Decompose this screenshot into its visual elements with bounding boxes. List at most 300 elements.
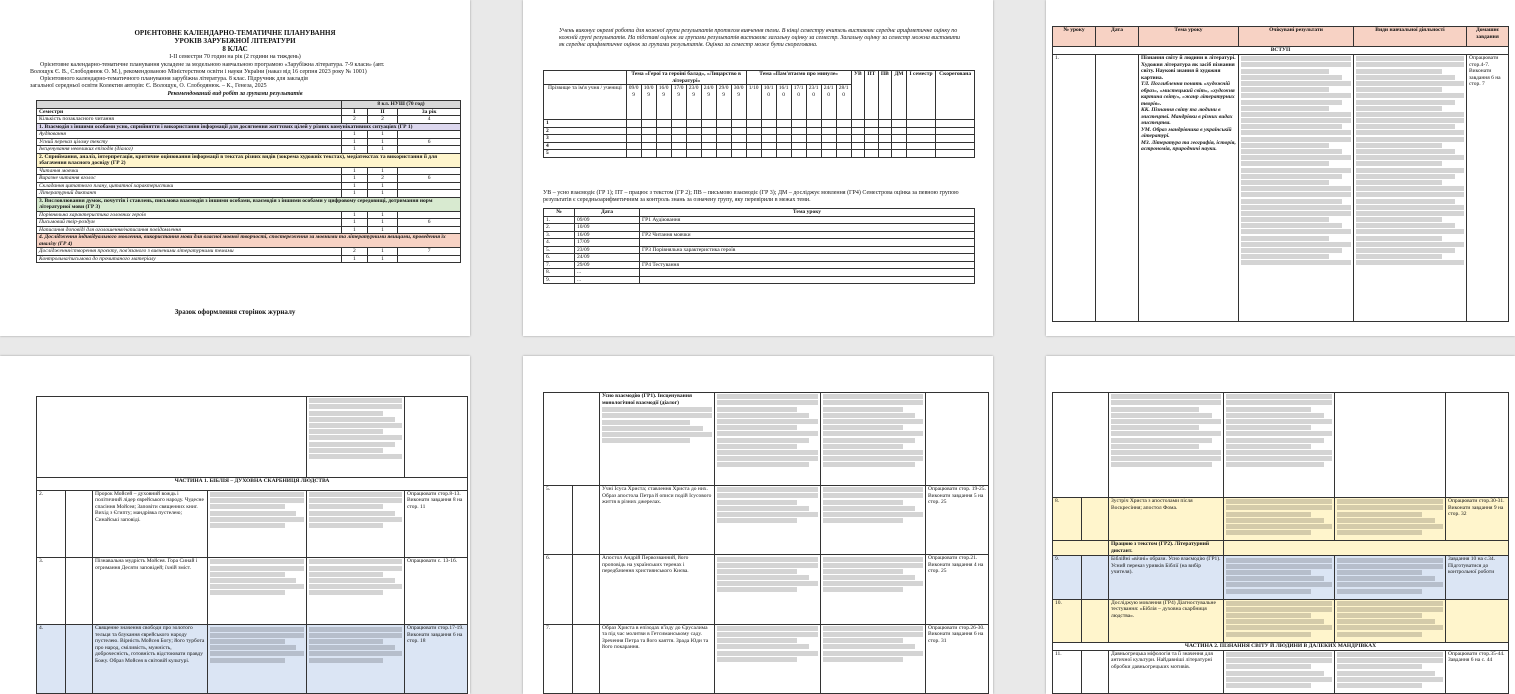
text-lines: [1226, 652, 1332, 688]
grade-cell[interactable]: [626, 120, 641, 128]
topics-col: №: [544, 209, 575, 217]
topic-date: ...: [575, 276, 640, 284]
topics-col: Тема уроку: [640, 209, 975, 217]
topic-number: 8.: [544, 269, 575, 277]
lesson-topic: Давньогрецька міфологія та її значення для античної культури. Найдавніші літературні обробки давньогрецьких мотивів.: [1109, 650, 1224, 693]
topic-theory: ТЛ. Поглиблення понять «художній образ», «мистецький світ», «художня картина світу», «жанр літературних творів».: [1141, 81, 1235, 107]
lesson-date: [1096, 55, 1139, 322]
col-homework: Домашнє завдання: [1467, 27, 1509, 47]
student-number: 5: [544, 150, 627, 158]
topic-date: 17/09: [575, 239, 640, 247]
grade-cell[interactable]: [731, 135, 746, 143]
lesson-date: [1082, 599, 1109, 642]
grade-cell[interactable]: [686, 135, 701, 143]
grade-cell[interactable]: [761, 150, 776, 158]
row-value: 6: [398, 219, 461, 227]
date-cell: 10/10: [761, 85, 776, 120]
empty-cell: [1053, 393, 1109, 498]
topic-interdisciplinary: МЗ. Література та географія, історія, астрономія, природничі науки.: [1141, 139, 1236, 152]
grade-cell[interactable]: [936, 142, 975, 150]
lesson-number: 6.: [544, 555, 573, 624]
theme-1: Тема «Герої та героїні балад», «Лицарство в літературі»: [626, 71, 746, 85]
topic-number: 1.: [544, 216, 575, 224]
results-row: [37, 175, 461, 183]
text-lines: [717, 487, 818, 523]
grade-cell[interactable]: [821, 142, 836, 150]
grade-cell[interactable]: [716, 127, 731, 135]
chapter-row: [1053, 642, 1509, 650]
lesson-row: [544, 486, 989, 555]
grade-cell[interactable]: [686, 120, 701, 128]
expected-results: [1224, 599, 1335, 642]
grade-cell[interactable]: [806, 142, 821, 150]
text-lines: [1111, 394, 1221, 467]
topic-name: [640, 224, 975, 232]
grade-cell[interactable]: [746, 150, 761, 158]
continued-row: [544, 393, 989, 486]
grade-cell[interactable]: [701, 127, 716, 135]
homework: [1446, 599, 1509, 642]
text-lines: [210, 559, 304, 595]
grade-cell[interactable]: [865, 120, 879, 128]
grade-cell[interactable]: [878, 150, 892, 158]
grade-cell[interactable]: [836, 150, 851, 158]
row-value: [398, 226, 461, 234]
grade-cell[interactable]: [746, 135, 761, 143]
grade-cell[interactable]: [716, 150, 731, 158]
row-value: 2: [342, 116, 368, 124]
grade-cell[interactable]: [671, 120, 686, 128]
chapter-row: [37, 478, 468, 491]
row-value: 1: [367, 248, 398, 256]
grading-intro: Учень виконує окремі роботи для кожної групи результатів протягом вивчення теми. В кінці семестру вчитель виставляє середнє арифметичне оцінку по кожній групі результатів. На підставі оцінок за групами результатів виставляє загальну оцінку за семестр. Загальну оцінку за семестр можна виставити як середнє арифметичне оцінок за групами результатів. Оцінка за семестр може бути скорегована.: [559, 28, 961, 49]
lesson-number: 10.: [1053, 599, 1082, 642]
grade-cell[interactable]: [791, 135, 806, 143]
lesson-row: [1053, 650, 1509, 693]
text-lines: [1337, 499, 1443, 535]
row-value: [398, 182, 461, 190]
grade-cell[interactable]: [892, 135, 907, 143]
summary-col: ПТ: [865, 71, 879, 120]
lesson-row: [1053, 498, 1509, 541]
student-number: 3: [544, 135, 627, 143]
grade-cell[interactable]: [851, 150, 864, 158]
page-1: [0, 0, 470, 336]
grade-cell[interactable]: [656, 120, 671, 128]
grade-cell[interactable]: [626, 135, 641, 143]
empty-cell: [926, 393, 989, 486]
continued-cell: [1224, 393, 1335, 498]
results-row: [37, 226, 461, 234]
grade-cell[interactable]: [671, 135, 686, 143]
empty-cell: [1053, 541, 1109, 556]
grade-cell[interactable]: [806, 150, 821, 158]
page-4: [0, 356, 470, 694]
grade-cell[interactable]: [851, 120, 864, 128]
results-row: [37, 211, 461, 219]
lesson-topic: [600, 393, 715, 486]
grade-cell[interactable]: [936, 150, 975, 158]
date-cell: 23/09: [686, 85, 701, 120]
grade-cell[interactable]: [626, 127, 641, 135]
row-label: Виразне читання вголос: [37, 175, 342, 183]
text-lines: [309, 492, 403, 528]
date-cell: 24/09: [701, 85, 716, 120]
grade-cell[interactable]: [746, 142, 761, 150]
homework: Опрацювати стор.26-30. Виконати завдання 6 на стор. 31: [926, 624, 989, 693]
summary-col: Скорегована: [936, 71, 975, 120]
homework: Опрацювати с. 13-16.: [405, 558, 468, 625]
grade-cell[interactable]: [671, 150, 686, 158]
grade-cell[interactable]: [731, 127, 746, 135]
grade-cell[interactable]: [641, 150, 656, 158]
row-value: [398, 131, 461, 139]
grade-cell[interactable]: [906, 150, 935, 158]
grade-cell[interactable]: [865, 150, 879, 158]
grade-cell[interactable]: [836, 142, 851, 150]
lesson-date: [1082, 556, 1109, 599]
grade-cell[interactable]: [836, 120, 851, 128]
date-cell: 16/09: [656, 85, 671, 120]
grade-cell[interactable]: [701, 135, 716, 143]
topic-row: [544, 216, 975, 224]
grade-cell[interactable]: [761, 127, 776, 135]
topic-date: 29/09: [575, 261, 640, 269]
results-row: [37, 131, 461, 139]
grade-cell[interactable]: [746, 127, 761, 135]
grade-cell[interactable]: [656, 127, 671, 135]
grade-cell[interactable]: [731, 150, 746, 158]
row-value: 1: [342, 219, 368, 227]
activities: [1354, 55, 1467, 322]
grade-cell[interactable]: [878, 120, 892, 128]
homework: Опрацювати стор. 19-25. Виконати завдання 5 на стор. 25: [926, 486, 989, 555]
summary-col: ПВ: [878, 71, 892, 120]
row-value: [398, 190, 461, 198]
lesson-number: 5.: [544, 486, 573, 555]
col-topic: Тема уроку: [1139, 27, 1239, 47]
activities: [1335, 599, 1446, 642]
grade-cell[interactable]: [641, 142, 656, 150]
col-year: За рік: [398, 108, 461, 116]
topic-row: [544, 246, 975, 254]
topic-date: 16/09: [575, 231, 640, 239]
topic-row: [544, 261, 975, 269]
grade-cell[interactable]: [906, 120, 935, 128]
text-lines: [1226, 558, 1332, 594]
row-value: 1: [367, 211, 398, 219]
lesson-date: [1082, 650, 1109, 693]
grade-cell[interactable]: [821, 150, 836, 158]
topic-main: Усно взаємодію (ГР1). Інсценування монологічної взаємодії (діалог): [602, 393, 692, 406]
grade-cell[interactable]: [865, 142, 879, 150]
activities: [820, 624, 926, 693]
grade-cell[interactable]: [656, 135, 671, 143]
text-lines: [823, 626, 924, 662]
topic-number: 5.: [544, 246, 575, 254]
grade-cell[interactable]: [878, 142, 892, 150]
grade-cell[interactable]: [686, 127, 701, 135]
grade-cell[interactable]: [791, 120, 806, 128]
date-cell: 23/10: [806, 85, 821, 120]
row-value: 1: [367, 226, 398, 234]
grade-cell[interactable]: [806, 120, 821, 128]
grade-cell[interactable]: [892, 127, 907, 135]
row-value: [398, 255, 461, 263]
grade-cell[interactable]: [731, 142, 746, 150]
col-lesson-number: № уроку: [1053, 27, 1096, 47]
lesson-number: 11.: [1053, 650, 1082, 693]
topic-row: [544, 269, 975, 277]
grade-cell[interactable]: [716, 135, 731, 143]
grade-cell[interactable]: [656, 142, 671, 150]
homework: Опрацювати стор.30-31. Виконати завдання 9 на стор. 32: [1446, 498, 1509, 541]
topic-name: ГР1 Аудіювання: [640, 216, 975, 224]
grade-cell[interactable]: [731, 120, 746, 128]
document-title: ОРІЄНТОВНЕ КАЛЕНДАРНО-ТЕМАТИЧНЕ ПЛАНУВАННЯ: [134, 29, 336, 37]
lesson-topic: Досліджую мовлення (ГР4) Діагностувальне тестування: «Біблія – духовна скарбниця людства».: [1109, 599, 1224, 642]
grade-cell[interactable]: [746, 120, 761, 128]
date-cell: 16/10: [776, 85, 791, 120]
activities: [306, 490, 405, 557]
grade-cell[interactable]: [851, 135, 864, 143]
homework: Опрацювати стор.8-13. Виконати завдання 8 на стор. 11: [405, 490, 468, 557]
grade-cell[interactable]: [761, 135, 776, 143]
chapter-title: ЧАСТИНА 2. ПІЗНАННЯ СВІТУ Й ЛЮДИНИ В ДАЛЕКИХ МАНДРІВКАХ: [1053, 642, 1509, 650]
grade-cell[interactable]: [671, 142, 686, 150]
page-6: [1046, 356, 1515, 694]
lesson-row: [1053, 599, 1509, 642]
results-row: [37, 197, 461, 211]
activities: [306, 625, 405, 694]
col-s1: І: [342, 108, 368, 116]
grade-cell[interactable]: [776, 150, 791, 158]
grade-cell[interactable]: [892, 142, 907, 150]
lesson-plan-table: [1052, 26, 1509, 322]
grade-cell[interactable]: [716, 120, 731, 128]
text-lines: [1337, 652, 1443, 688]
student-number: 1: [544, 120, 627, 128]
grade-cell[interactable]: [791, 127, 806, 135]
grade-cell[interactable]: [686, 142, 701, 150]
lesson-plan-table: [36, 396, 468, 694]
expected-results: [1224, 498, 1335, 541]
grade-cell[interactable]: [656, 150, 671, 158]
row-value: 6: [398, 175, 461, 183]
col-date: Дата: [1096, 27, 1139, 47]
text-lines: [602, 407, 712, 443]
summary-col: І семестр: [906, 71, 935, 120]
row-value: 1: [367, 131, 398, 139]
topic-date: 09/09: [575, 216, 640, 224]
grade-cell[interactable]: [701, 120, 716, 128]
continued-row: [1053, 393, 1509, 498]
grade-cell[interactable]: [701, 142, 716, 150]
empty-cell: [1446, 393, 1509, 498]
lesson-row: [544, 555, 989, 624]
grade-cell[interactable]: [821, 127, 836, 135]
results-row: [37, 153, 461, 167]
expected-results: [1239, 55, 1354, 322]
results-row: [37, 234, 461, 248]
grade-cell[interactable]: [936, 120, 975, 128]
grade-cell[interactable]: [701, 150, 716, 158]
lesson-date: [573, 486, 600, 555]
continued-cell: [306, 397, 405, 478]
date-cell: 17/10: [791, 85, 806, 120]
name-col: Прізвище та ім'я учня / учениці: [544, 85, 627, 120]
grade-cell[interactable]: [671, 127, 686, 135]
lesson-date: [66, 490, 93, 557]
lesson-number: 9.: [1053, 556, 1082, 599]
grade-cell[interactable]: [851, 127, 864, 135]
row-label: Контрольна/письмова до прочитаного матеріалу: [37, 255, 342, 263]
grade-cell[interactable]: [936, 127, 975, 135]
grade-cell[interactable]: [878, 127, 892, 135]
row-value: [398, 167, 461, 175]
continued-row: [37, 397, 468, 478]
grade-cell[interactable]: [641, 135, 656, 143]
results-row: [37, 248, 461, 256]
expected-results: [208, 625, 307, 694]
text-lines: [717, 626, 818, 662]
row-value: 1: [342, 175, 368, 183]
row-value: 7: [398, 248, 461, 256]
lesson-row: [37, 490, 468, 557]
grade-cell[interactable]: [865, 135, 879, 143]
topic-culture: КК. Пізнання світу та людини в мистецтві. Мандрівки в різних видах мистецтва.: [1141, 107, 1233, 126]
grade-cell[interactable]: [626, 142, 641, 150]
grade-cell[interactable]: [892, 120, 907, 128]
summary-col: УВ: [851, 71, 864, 120]
semester-line: І-ІІ семестри 70 годин на рік (2 години на тиждень): [169, 54, 301, 60]
grade-cell[interactable]: [686, 150, 701, 158]
col-s2: ІІ: [367, 108, 398, 116]
grade-cell[interactable]: [776, 142, 791, 150]
row-label: 3. Висловлювання думок, почуттів і ставлень, письмова взаємодія з іншими особами, взаємодія з іншими особами у цифровому середовищі, дотримання норм літературної мови (ГР 3): [37, 197, 461, 211]
grade-cell[interactable]: [716, 142, 731, 150]
row-value: 1: [342, 167, 368, 175]
row-label: Літературний диктант: [37, 190, 342, 198]
grade-cell[interactable]: [776, 127, 791, 135]
row-label: Письмовий твір-роздум: [37, 219, 342, 227]
grade-cell[interactable]: [821, 120, 836, 128]
work-row: [1053, 541, 1509, 556]
header-empty: [37, 101, 342, 109]
lesson-number: 7.: [544, 624, 573, 693]
activities: [820, 486, 926, 555]
expected-results: [1224, 556, 1335, 599]
grade-cell[interactable]: [806, 127, 821, 135]
grade-cell[interactable]: [776, 135, 791, 143]
empty-cell: [544, 393, 600, 486]
grade-cell[interactable]: [626, 150, 641, 158]
results-row: [37, 116, 461, 124]
grade-cell[interactable]: [892, 150, 907, 158]
empty-cell: [1224, 541, 1509, 556]
grade-cell[interactable]: [936, 135, 975, 143]
row-label: Читання мовчки: [37, 167, 342, 175]
text-lines: [823, 487, 924, 523]
topic-name: [640, 239, 975, 247]
text-lines: [1356, 56, 1464, 265]
row-label: Написання доповіді для оголошення/написання повідомлення: [37, 226, 342, 234]
text-lines: [1226, 499, 1332, 535]
topics-col: Дата: [575, 209, 640, 217]
grade-cell[interactable]: [836, 135, 851, 143]
row-value: 2: [367, 175, 398, 183]
topic-row: [544, 239, 975, 247]
topic-main: Пізнання світу й людини в літературі. Художня література як засіб пізнання світу. Наукові знання й художня картина.: [1141, 55, 1236, 81]
lesson-topic: Учні Ісуса Христа; ставлення Христа до них. Образ апостола Петра й описи подій Ісусового життя в різних джерелах.: [600, 486, 715, 555]
row-label: 2. Сприймання, аналіз, інтерпретація, критичне оцінювання інформації в текстах різних видів (зокрема художніх текстах), медіатекстах та використання її для збагачення власного досвіду (ГР 2): [37, 153, 461, 167]
grade-cell[interactable]: [761, 120, 776, 128]
date-cell: 1/10: [746, 85, 761, 120]
activities: [1335, 650, 1446, 693]
topic-date: 24/09: [575, 254, 640, 262]
grade-cell[interactable]: [806, 135, 821, 143]
row-label: Дослідження/створення проєкту, пов'язаного з вивченими літературними темами: [37, 248, 342, 256]
row-value: 1: [342, 211, 368, 219]
section-title: ВСТУП: [1053, 47, 1509, 55]
lesson-date: [573, 624, 600, 693]
row-value: 2: [367, 116, 398, 124]
lesson-number: 8.: [1053, 498, 1082, 541]
row-value: 1: [342, 146, 368, 154]
text-lines: [210, 627, 304, 663]
document-subtitle: УРОКІВ ЗАРУБІЖНОЇ ЛІТЕРАТУРИ: [174, 37, 296, 45]
grade-cell[interactable]: [906, 127, 935, 135]
grade-cell[interactable]: [641, 127, 656, 135]
col-results: Очікувані результати: [1239, 27, 1354, 47]
grade-cell[interactable]: [821, 135, 836, 143]
empty-cell: [405, 397, 468, 478]
date-cell: 30/09: [731, 85, 746, 120]
topic-row: [544, 224, 975, 232]
expected-results: [715, 486, 821, 555]
grade-cell[interactable]: [791, 150, 806, 158]
grade-cell[interactable]: [761, 142, 776, 150]
results-row: [37, 255, 461, 263]
topic-name: ГР2 Читання мовчки: [640, 231, 975, 239]
footer-title: Зразок оформлення сторінок журналу: [174, 308, 296, 316]
expected-results: [208, 490, 307, 557]
text-lines: [309, 398, 403, 459]
page-2: [523, 0, 993, 336]
text-lines: [1226, 601, 1332, 637]
grade-cell[interactable]: [791, 142, 806, 150]
grade-cell[interactable]: [906, 142, 935, 150]
lesson-row: [544, 624, 989, 693]
intro-line-3: Орієнтовного календарно-тематичного планування зарубіжна література. 8 клас. Підручник для закладів: [40, 76, 308, 82]
student-row: [544, 135, 975, 143]
lesson-topic: Пророк Мойсей – духовний вождь і політичний лідер єврейського народу. Чудесне спасіння Мойсея; Заповіти священних книг. Вихід з Єгипту; мандрівка пустелею; Синайські заповіді.: [93, 490, 208, 557]
lesson-topic: Біблійні «вічні» образи. Усно взаємодію (ГР1). Усний переказ уривків Біблії (на вибір учителя).: [1109, 556, 1224, 599]
topic-name: ГР4 Тестування: [640, 261, 975, 269]
text-lines: [717, 394, 818, 467]
grade-cell[interactable]: [836, 127, 851, 135]
grade-cell[interactable]: [906, 135, 935, 143]
grade-cell[interactable]: [776, 120, 791, 128]
grade-cell[interactable]: [641, 120, 656, 128]
grade-cell[interactable]: [851, 142, 864, 150]
grade-cell[interactable]: [878, 135, 892, 143]
continued-cell: [1109, 393, 1224, 498]
grade-cell[interactable]: [865, 127, 879, 135]
topic-number: 7.: [544, 261, 575, 269]
row-value: 1: [367, 219, 398, 227]
grid-header: [544, 71, 975, 85]
